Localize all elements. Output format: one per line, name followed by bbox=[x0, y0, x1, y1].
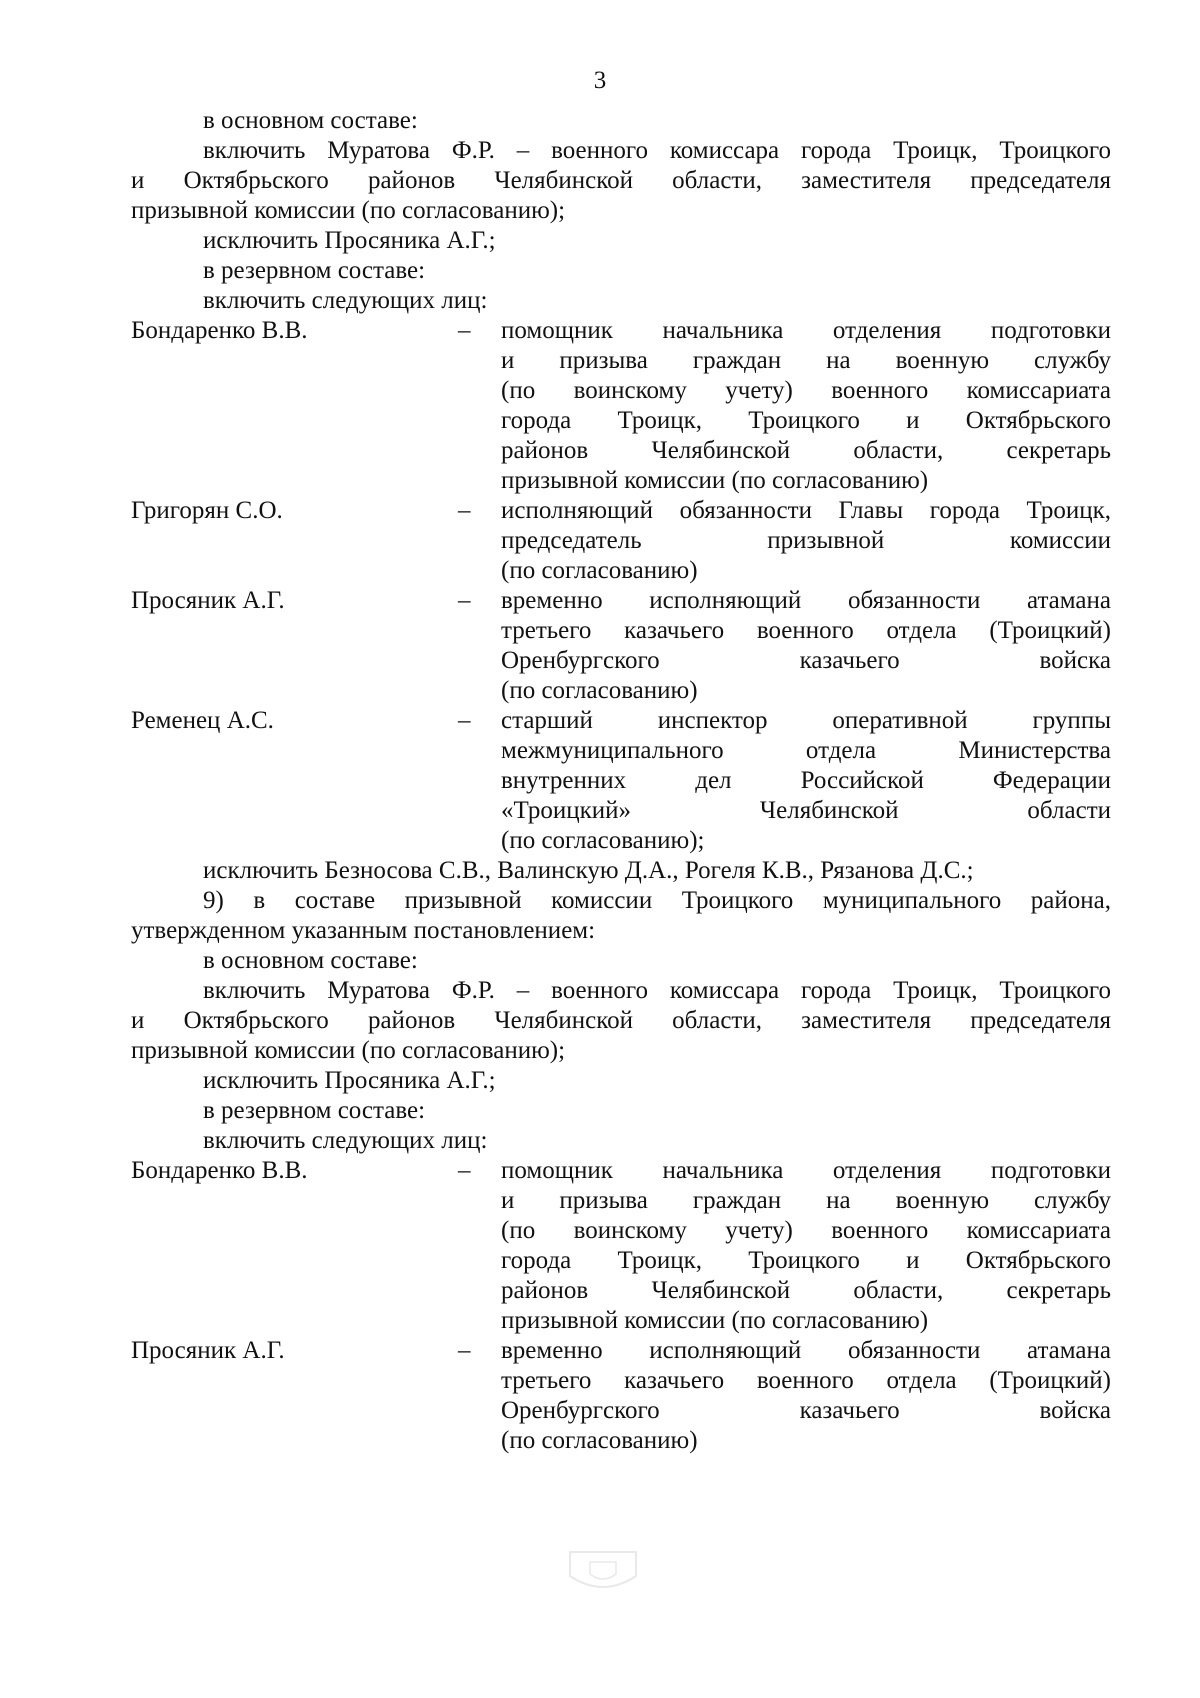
person-description bbox=[501, 586, 1111, 706]
description-line: призывной комиссии (по согласованию) bbox=[501, 467, 929, 494]
description-line: (по согласованию) bbox=[501, 1427, 698, 1454]
description-line: (по воинскому учету) военного комиссариата bbox=[501, 1217, 1111, 1244]
person-name: Ременец А.С. bbox=[131, 707, 274, 734]
person-description bbox=[501, 706, 1111, 856]
reserve-composition-heading: в резервном составе: bbox=[203, 257, 426, 284]
description-line: исполняющий обязанности Главы города Троицк, bbox=[501, 497, 1111, 524]
main-composition-heading: в основном составе: bbox=[203, 947, 418, 974]
description-line: (по воинскому учету) военного комиссариата bbox=[501, 377, 1111, 404]
dash: – bbox=[458, 587, 471, 614]
description-line: и призыва граждан на военную службу bbox=[501, 347, 1111, 374]
description-line: третьего казачьего военного отдела (Троицкий) bbox=[501, 617, 1111, 644]
exclude-reserve-line: исключить Безносова С.В., Валинскую Д.А., Рогеля К.В., Рязанова Д.С.; bbox=[203, 857, 974, 884]
person-description bbox=[501, 1156, 1111, 1336]
description-line: помощник начальника отделения подготовки bbox=[501, 1157, 1111, 1184]
paragraph-line: 9) в составе призывной комиссии Троицкого муниципального района, bbox=[203, 887, 1111, 914]
reserve-composition-heading: в резервном составе: bbox=[203, 1097, 426, 1124]
description-line: (по согласованию); bbox=[501, 827, 705, 854]
watermark-text-icon bbox=[0, 1600, 1200, 1630]
person-name: Григорян С.О. bbox=[131, 497, 283, 524]
section-9-intro bbox=[131, 886, 1111, 946]
dash: – bbox=[458, 497, 471, 524]
exclude-main-line: исключить Просяника А.Г.; bbox=[203, 1067, 496, 1094]
description-line: председатель призывной комиссии bbox=[501, 527, 1111, 554]
exclude-main-line: исключить Просяника А.Г.; bbox=[203, 227, 496, 254]
description-line: третьего казачьего военного отдела (Троицкий) bbox=[501, 1367, 1111, 1394]
description-line: призывной комиссии (по согласованию) bbox=[501, 1307, 929, 1334]
paragraph-line: и Октябрьского районов Челябинской области, заместителя председателя bbox=[131, 167, 1111, 194]
description-line: старший инспектор оперативной группы bbox=[501, 707, 1111, 734]
description-line: помощник начальника отделения подготовки bbox=[501, 317, 1111, 344]
paragraph-line: призывной комиссии (по согласованию); bbox=[131, 1037, 566, 1064]
description-line: районов Челябинской области, секретарь bbox=[501, 1277, 1111, 1304]
description-line: внутренних дел Российской Федерации bbox=[501, 767, 1111, 794]
person-description bbox=[501, 1336, 1111, 1456]
person-name: Просяник А.Г. bbox=[131, 587, 285, 614]
person-description bbox=[501, 496, 1111, 586]
dash: – bbox=[458, 1337, 471, 1364]
paragraph-line: утвержденном указанным постановлением: bbox=[131, 917, 596, 944]
paragraph-line: и Октябрьского районов Челябинской области, заместителя председателя bbox=[131, 1007, 1111, 1034]
dash: – bbox=[458, 1157, 471, 1184]
description-line: временно исполняющий обязанности атамана bbox=[501, 587, 1111, 614]
main-composition-heading: в основном составе: bbox=[203, 107, 418, 134]
description-line: межмуниципального отдела Министерства bbox=[501, 737, 1111, 764]
seal-emblem-icon bbox=[560, 1546, 646, 1596]
paragraph-line: включить Муратова Ф.Р. – военного комиссара города Троицк, Троицкого bbox=[203, 977, 1111, 1004]
include-persons-line: включить следующих лиц: bbox=[203, 1127, 488, 1154]
person-name: Бондаренко В.В. bbox=[131, 317, 308, 344]
description-line: временно исполняющий обязанности атамана bbox=[501, 1337, 1111, 1364]
include-muratov-paragraph bbox=[131, 976, 1111, 1066]
description-line: районов Челябинской области, секретарь bbox=[501, 437, 1111, 464]
description-line: (по согласованию) bbox=[501, 557, 698, 584]
dash: – bbox=[458, 317, 471, 344]
include-persons-line: включить следующих лиц: bbox=[203, 287, 488, 314]
description-line: и призыва граждан на военную службу bbox=[501, 1187, 1111, 1214]
dash: – bbox=[458, 707, 471, 734]
description-line: Оренбургского казачьего войска bbox=[501, 1397, 1111, 1424]
description-line: города Троицк, Троицкого и Октябрьского bbox=[501, 1247, 1111, 1274]
person-description bbox=[501, 316, 1111, 496]
description-line: города Троицк, Троицкого и Октябрьского bbox=[501, 407, 1111, 434]
person-name: Просяник А.Г. bbox=[131, 1337, 285, 1364]
person-name: Бондаренко В.В. bbox=[131, 1157, 308, 1184]
include-muratov-paragraph bbox=[131, 136, 1111, 226]
description-line: Оренбургского казачьего войска bbox=[501, 647, 1111, 674]
page-number: 3 bbox=[593, 67, 607, 94]
paragraph-line: призывной комиссии (по согласованию); bbox=[131, 197, 566, 224]
description-line: (по согласованию) bbox=[501, 677, 698, 704]
description-line: «Троицкий» Челябинской области bbox=[501, 797, 1111, 824]
paragraph-line: включить Муратова Ф.Р. – военного комиссара города Троицк, Троицкого bbox=[203, 137, 1111, 164]
